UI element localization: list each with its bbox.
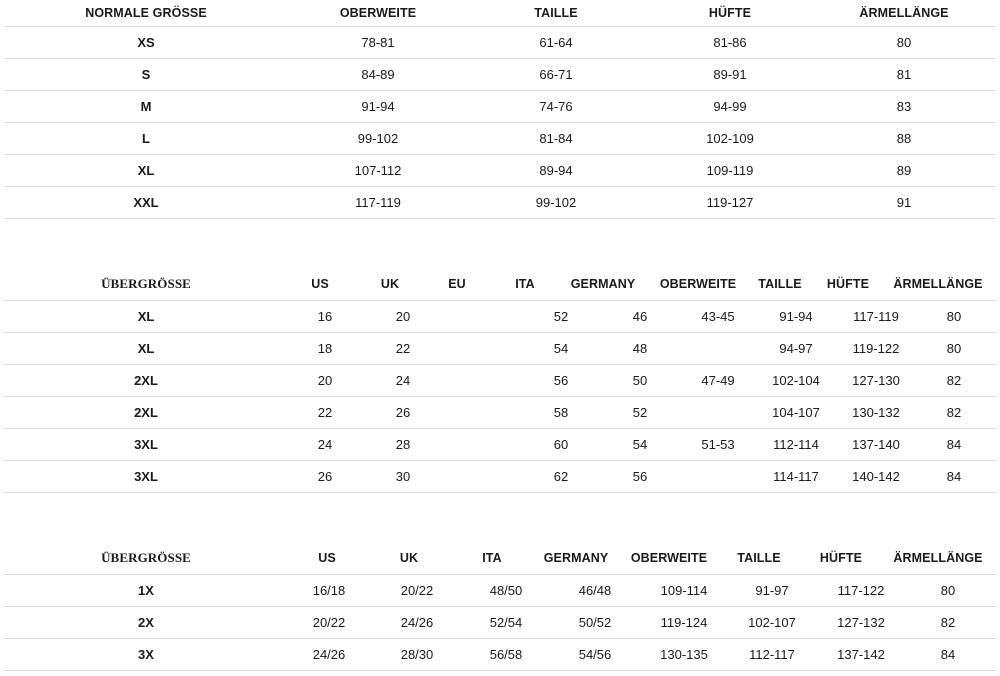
germany-cell: 54/56 xyxy=(578,647,612,662)
ita-cell: 56/58 xyxy=(489,647,523,662)
column-header-sleeve: ÄRMELLÄNGE xyxy=(859,6,949,20)
sleeve-cell: 80 xyxy=(896,35,912,50)
size-cell: 3X xyxy=(138,647,154,662)
waist-cell: 74-76 xyxy=(539,99,573,114)
bust-cell: 109-114 xyxy=(660,583,708,598)
bust-cell: 117-119 xyxy=(355,195,401,210)
uk-cell: 30 xyxy=(395,469,411,484)
size-cell: XS xyxy=(137,35,155,50)
sleeve-cell: 89 xyxy=(896,163,912,178)
bust-cell: 99-102 xyxy=(357,131,399,146)
col-52-cell: 52 xyxy=(553,309,569,324)
column-header-ita: ITA xyxy=(515,277,535,291)
table-body xyxy=(4,575,996,671)
table-row xyxy=(4,333,996,365)
hip-cell: 119-122 xyxy=(852,341,900,356)
uk-cell: 24 xyxy=(395,373,411,388)
germany-cell: 50/52 xyxy=(578,615,612,630)
bust-cell xyxy=(678,397,758,428)
table-row xyxy=(4,59,996,91)
waist-cell: 112-114 xyxy=(773,437,819,452)
size-cell: 2XL xyxy=(134,373,158,388)
table-row xyxy=(4,123,996,155)
sleeve-cell: 91 xyxy=(896,195,912,210)
col-52-cell: 62 xyxy=(553,469,569,484)
table-row xyxy=(4,397,996,429)
column-header-waist: TAILLE xyxy=(534,6,578,20)
table-row xyxy=(4,429,996,461)
hip-cell: 127-130 xyxy=(852,373,900,388)
table-header-row xyxy=(4,268,996,301)
column-header-waist: TAILLE xyxy=(737,551,781,565)
size-cell: XXL xyxy=(133,195,159,210)
us-cell: 16/18 xyxy=(312,583,346,598)
germany-cell: 56 xyxy=(632,469,648,484)
hip-cell: 117-119 xyxy=(853,309,899,324)
column-header-hip: HÜFTE xyxy=(819,551,863,565)
table-row xyxy=(4,575,996,607)
table-row xyxy=(4,461,996,493)
table-row xyxy=(4,365,996,397)
waist-cell: 94-97 xyxy=(779,341,813,356)
ita-cell xyxy=(495,429,535,460)
hip-cell: 137-140 xyxy=(852,437,900,452)
table-header-row xyxy=(4,542,996,575)
column-header-size: ÜBERGRÖSSE xyxy=(101,276,191,291)
uk-cell: 24/26 xyxy=(400,615,434,630)
hip-cell: 130-132 xyxy=(852,405,900,420)
waist-cell: 102-104 xyxy=(772,373,820,388)
germany-cell: 46 xyxy=(632,309,648,324)
bust-cell xyxy=(678,333,758,364)
uk-cell: 20 xyxy=(395,309,411,324)
size-table-plus xyxy=(4,268,996,493)
sleeve-cell: 84 xyxy=(940,647,956,662)
eu-cell xyxy=(427,429,487,460)
waist-cell: 89-94 xyxy=(539,163,573,178)
size-cell: S xyxy=(141,67,151,82)
uk-cell: 28/30 xyxy=(400,647,434,662)
eu-cell xyxy=(427,365,487,396)
ita-cell: 52/54 xyxy=(489,615,523,630)
bust-cell: 47-49 xyxy=(701,373,735,388)
col-52-cell: 60 xyxy=(553,437,569,452)
size-cell: M xyxy=(140,99,152,114)
hip-cell: 94-99 xyxy=(713,99,747,114)
us-cell: 22 xyxy=(317,405,333,420)
germany-cell: 48 xyxy=(632,341,648,356)
hip-cell: 140-142 xyxy=(852,469,900,484)
waist-cell: 66-71 xyxy=(539,67,573,82)
germany-cell: 54 xyxy=(632,437,648,452)
us-cell: 20/22 xyxy=(312,615,346,630)
bust-cell: 119-124 xyxy=(660,615,708,630)
column-header-sleeve: ÄRMELLÄNGE xyxy=(893,551,983,565)
table-row xyxy=(4,639,996,671)
us-cell: 18 xyxy=(317,341,333,356)
hip-cell: 81-86 xyxy=(713,35,747,50)
us-cell: 20 xyxy=(317,373,333,388)
size-cell: 1X xyxy=(138,583,154,598)
germany-cell: 46/48 xyxy=(578,583,612,598)
waist-cell: 99-102 xyxy=(535,195,577,210)
hip-cell: 117-122 xyxy=(837,583,885,598)
size-cell: L xyxy=(142,131,150,146)
sleeve-cell: 80 xyxy=(946,309,962,324)
table-row xyxy=(4,91,996,123)
column-header-germany: GERMANY xyxy=(543,551,609,565)
table-body xyxy=(4,301,996,493)
hip-cell: 89-91 xyxy=(713,67,747,82)
bust-cell: 84-89 xyxy=(361,67,395,82)
ita-cell xyxy=(495,365,535,396)
column-header-us: US xyxy=(318,551,336,565)
uk-cell: 22 xyxy=(395,341,411,356)
waist-cell: 91-94 xyxy=(779,309,813,324)
column-header-waist: TAILLE xyxy=(758,277,802,291)
bust-cell: 130-135 xyxy=(660,647,708,662)
waist-cell: 112-117 xyxy=(749,647,795,662)
eu-cell xyxy=(427,461,487,492)
column-header-size: NORMALE GRÖSSE xyxy=(85,6,207,20)
sleeve-cell: 80 xyxy=(946,341,962,356)
sleeve-cell: 82 xyxy=(946,405,962,420)
column-header-uk: UK xyxy=(380,277,400,291)
waist-cell: 104-107 xyxy=(772,405,820,420)
us-cell: 26 xyxy=(317,469,333,484)
uk-cell: 26 xyxy=(395,405,411,420)
ita-cell xyxy=(495,301,535,332)
size-table-normal xyxy=(4,0,996,219)
us-cell: 24/26 xyxy=(312,647,346,662)
column-header-eu: EU xyxy=(448,277,466,291)
size-cell: 2X xyxy=(138,615,154,630)
table-row xyxy=(4,155,996,187)
size-cell: XL xyxy=(137,309,155,324)
column-header-bust: OBERWEITE xyxy=(339,6,417,20)
col-52-cell: 58 xyxy=(553,405,569,420)
size-cell: 2XL xyxy=(134,405,158,420)
sleeve-cell: 82 xyxy=(946,373,962,388)
hip-cell: 127-132 xyxy=(837,615,885,630)
sleeve-cell: 81 xyxy=(896,67,912,82)
eu-cell xyxy=(427,333,487,364)
ita-cell xyxy=(495,461,535,492)
hip-cell: 109-119 xyxy=(706,163,754,178)
germany-cell: 50 xyxy=(632,373,648,388)
uk-cell: 20/22 xyxy=(400,583,434,598)
size-cell: 3XL xyxy=(134,437,158,452)
hip-cell: 119-127 xyxy=(706,195,754,210)
table-row xyxy=(4,607,996,639)
column-header-hip: HÜFTE xyxy=(826,277,870,291)
size-cell: 3XL xyxy=(134,469,158,484)
waist-cell: 91-97 xyxy=(755,583,789,598)
bust-cell: 78-81 xyxy=(361,35,395,50)
germany-cell: 52 xyxy=(632,405,648,420)
waist-cell: 114-117 xyxy=(773,469,819,484)
column-header-germany: GERMANY xyxy=(570,277,636,291)
column-header-hip: HÜFTE xyxy=(708,6,752,20)
bust-cell: 107-112 xyxy=(354,163,402,178)
bust-cell: 91-94 xyxy=(361,99,395,114)
table-row xyxy=(4,187,996,219)
sleeve-cell: 84 xyxy=(946,469,962,484)
column-header-us: US xyxy=(311,277,329,291)
column-header-bust: OBERWEITE xyxy=(659,277,737,291)
column-header-sleeve: ÄRMELLÄNGE xyxy=(893,277,983,291)
size-cell: XL xyxy=(137,163,155,178)
uk-cell: 28 xyxy=(395,437,411,452)
ita-cell xyxy=(495,397,535,428)
bust-cell: 51-53 xyxy=(701,437,735,452)
us-cell: 16 xyxy=(317,309,333,324)
column-header-ita: ITA xyxy=(482,551,502,565)
hip-cell: 137-142 xyxy=(837,647,885,662)
size-cell: XL xyxy=(137,341,155,356)
eu-cell xyxy=(427,301,487,332)
waist-cell: 102-107 xyxy=(748,615,796,630)
table-body xyxy=(4,27,996,219)
bust-cell xyxy=(678,461,758,492)
column-header-size: ÜBERGRÖSSE xyxy=(101,550,191,565)
sleeve-cell: 83 xyxy=(896,99,912,114)
size-table-plus-x xyxy=(4,542,996,671)
waist-cell: 61-64 xyxy=(539,35,573,50)
sleeve-cell: 88 xyxy=(896,131,912,146)
table-row xyxy=(4,27,996,59)
ita-cell xyxy=(495,333,535,364)
waist-cell: 81-84 xyxy=(539,131,573,146)
ita-cell: 48/50 xyxy=(489,583,523,598)
us-cell: 24 xyxy=(317,437,333,452)
sleeve-cell: 82 xyxy=(940,615,956,630)
hip-cell: 102-109 xyxy=(706,131,754,146)
column-header-bust: OBERWEITE xyxy=(630,551,708,565)
eu-cell xyxy=(427,397,487,428)
sleeve-cell: 80 xyxy=(940,583,956,598)
table-header-row xyxy=(4,0,996,27)
col-52-cell: 56 xyxy=(553,373,569,388)
table-row xyxy=(4,301,996,333)
bust-cell: 43-45 xyxy=(701,309,735,324)
sleeve-cell: 84 xyxy=(946,437,962,452)
col-52-cell: 54 xyxy=(553,341,569,356)
column-header-uk: UK xyxy=(399,551,419,565)
